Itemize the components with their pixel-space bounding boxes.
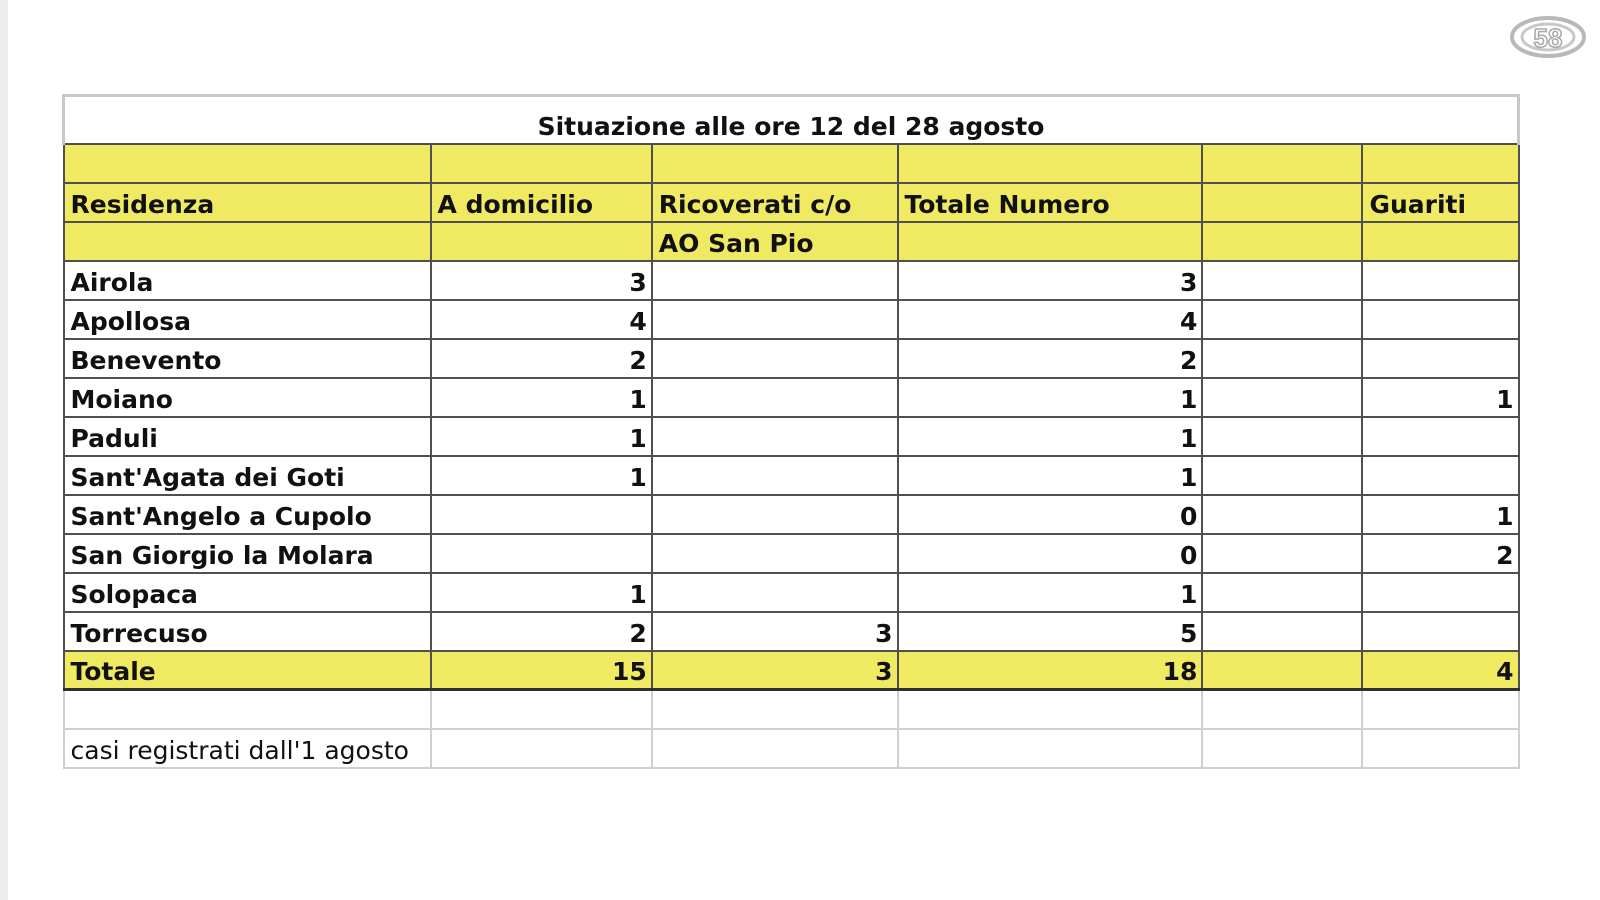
header-spacer-row [64, 144, 1519, 183]
total-a-domicilio[interactable]: 15 [431, 651, 652, 690]
cell-a-domicilio[interactable]: 2 [431, 612, 652, 651]
header-cell[interactable] [652, 144, 898, 183]
cell-totale[interactable]: 5 [898, 612, 1203, 651]
total-guariti[interactable]: 4 [1362, 651, 1518, 690]
cell-residenza[interactable]: Airola [64, 261, 431, 300]
empty-cell[interactable] [1362, 690, 1518, 729]
header-totale-numero[interactable]: Totale Numero [898, 183, 1203, 222]
cell-extra[interactable] [1202, 495, 1362, 534]
empty-cell[interactable] [1202, 729, 1362, 768]
total-row [64, 651, 1519, 690]
header-cell[interactable] [1202, 144, 1362, 183]
header-cell[interactable] [898, 144, 1203, 183]
cell-extra[interactable] [1202, 300, 1362, 339]
cell-a-domicilio[interactable]: 1 [431, 378, 652, 417]
empty-cell[interactable] [652, 729, 898, 768]
cell-ricoverati[interactable] [652, 339, 898, 378]
cell-extra[interactable] [1202, 612, 1362, 651]
header-row-2 [64, 222, 1519, 261]
cell-ricoverati[interactable] [652, 261, 898, 300]
cell-a-domicilio[interactable]: 1 [431, 417, 652, 456]
cell-residenza[interactable]: San Giorgio la Molara [64, 534, 431, 573]
cell-ricoverati[interactable] [652, 300, 898, 339]
table-row [64, 339, 1519, 378]
cell-extra[interactable] [1202, 339, 1362, 378]
table-row [64, 534, 1519, 573]
table-row [64, 456, 1519, 495]
cell-residenza[interactable]: Torrecuso [64, 612, 431, 651]
cell-guariti[interactable]: 2 [1362, 534, 1518, 573]
header-cell[interactable] [1362, 222, 1518, 261]
cell-a-domicilio[interactable] [431, 495, 652, 534]
header-cell[interactable] [431, 144, 652, 183]
cell-residenza[interactable]: Apollosa [64, 300, 431, 339]
cell-guariti[interactable] [1362, 417, 1518, 456]
header-residenza[interactable]: Residenza [64, 183, 431, 222]
cell-a-domicilio[interactable]: 1 [431, 573, 652, 612]
cell-guariti[interactable] [1362, 456, 1518, 495]
empty-cell[interactable] [431, 690, 652, 729]
empty-cell[interactable] [431, 729, 652, 768]
sheet-title[interactable]: Situazione alle ore 12 del 28 agosto [64, 96, 1519, 144]
cell-a-domicilio[interactable]: 4 [431, 300, 652, 339]
total-ricoverati[interactable]: 3 [652, 651, 898, 690]
cell-guariti[interactable]: 1 [1362, 495, 1518, 534]
table-row [64, 495, 1519, 534]
empty-cell[interactable] [1362, 729, 1518, 768]
cell-guariti[interactable] [1362, 612, 1518, 651]
cell-residenza[interactable]: Solopaca [64, 573, 431, 612]
empty-cell[interactable] [898, 729, 1203, 768]
cell-guariti[interactable] [1362, 339, 1518, 378]
cell-ricoverati[interactable] [652, 456, 898, 495]
cell-totale[interactable]: 1 [898, 456, 1203, 495]
cell-ricoverati[interactable] [652, 534, 898, 573]
cell-guariti[interactable] [1362, 573, 1518, 612]
table-row [64, 612, 1519, 651]
table-row [64, 573, 1519, 612]
header-cell[interactable] [1362, 144, 1518, 183]
cell-extra[interactable] [1202, 534, 1362, 573]
header-cell[interactable] [64, 222, 431, 261]
cell-totale[interactable]: 1 [898, 573, 1203, 612]
covid-cases-table [62, 94, 1520, 769]
header-ricoverati-location[interactable]: AO San Pio [652, 222, 898, 261]
table-row [64, 261, 1519, 300]
table-row [64, 417, 1519, 456]
cell-totale[interactable]: 0 [898, 534, 1203, 573]
table-row [64, 378, 1519, 417]
header-a-domicilio[interactable]: A domicilio [431, 183, 652, 222]
cell-totale[interactable]: 3 [898, 261, 1203, 300]
header-guariti[interactable]: Guariti [1362, 183, 1518, 222]
cell-extra[interactable] [1202, 456, 1362, 495]
cell-residenza[interactable]: Benevento [64, 339, 431, 378]
cell-residenza[interactable]: Moiano [64, 378, 431, 417]
header-cell[interactable] [898, 222, 1203, 261]
cell-totale[interactable]: 4 [898, 300, 1203, 339]
empty-cell[interactable] [898, 690, 1203, 729]
empty-cell[interactable] [652, 690, 898, 729]
cell-a-domicilio[interactable]: 1 [431, 456, 652, 495]
header-extra[interactable] [1202, 183, 1362, 222]
cell-extra[interactable] [1202, 378, 1362, 417]
table-row [64, 300, 1519, 339]
cell-a-domicilio[interactable]: 2 [431, 339, 652, 378]
cell-guariti[interactable] [1362, 261, 1518, 300]
cell-residenza[interactable]: Sant'Angelo a Cupolo [64, 495, 431, 534]
cell-totale[interactable]: 1 [898, 378, 1203, 417]
note-text[interactable]: casi registrati dall'1 agosto [64, 729, 431, 768]
cell-extra[interactable] [1202, 573, 1362, 612]
title-row [64, 96, 1519, 144]
cell-extra[interactable] [1202, 261, 1362, 300]
header-cell[interactable] [1202, 222, 1362, 261]
header-row [64, 183, 1519, 222]
cell-ricoverati[interactable] [652, 573, 898, 612]
header-ricoverati[interactable]: Ricoverati c/o [652, 183, 898, 222]
data-rows [64, 261, 1519, 651]
empty-cell[interactable] [64, 690, 431, 729]
total-totale[interactable]: 18 [898, 651, 1203, 690]
header-cell[interactable] [431, 222, 652, 261]
empty-cell[interactable] [1202, 690, 1362, 729]
left-edge-strip [0, 0, 8, 900]
cell-a-domicilio[interactable] [431, 534, 652, 573]
total-label[interactable]: Totale [64, 651, 431, 690]
header-cell[interactable] [64, 144, 431, 183]
cell-ricoverati[interactable] [652, 417, 898, 456]
cell-totale[interactable]: 2 [898, 339, 1203, 378]
cell-residenza[interactable]: Sant'Agata dei Goti [64, 456, 431, 495]
svg-text:58: 58 [1533, 23, 1563, 53]
cell-guariti[interactable]: 1 [1362, 378, 1518, 417]
cell-totale[interactable]: 0 [898, 495, 1203, 534]
channel-58-logo-icon [1506, 10, 1590, 64]
cell-residenza[interactable]: Paduli [64, 417, 431, 456]
cell-extra[interactable] [1202, 417, 1362, 456]
cell-guariti[interactable] [1362, 300, 1518, 339]
total-extra[interactable] [1202, 651, 1362, 690]
cell-ricoverati[interactable]: 3 [652, 612, 898, 651]
cell-ricoverati[interactable] [652, 378, 898, 417]
cell-a-domicilio[interactable]: 3 [431, 261, 652, 300]
cell-ricoverati[interactable] [652, 495, 898, 534]
empty-row [64, 690, 1519, 729]
cell-totale[interactable]: 1 [898, 417, 1203, 456]
note-row [64, 729, 1519, 768]
